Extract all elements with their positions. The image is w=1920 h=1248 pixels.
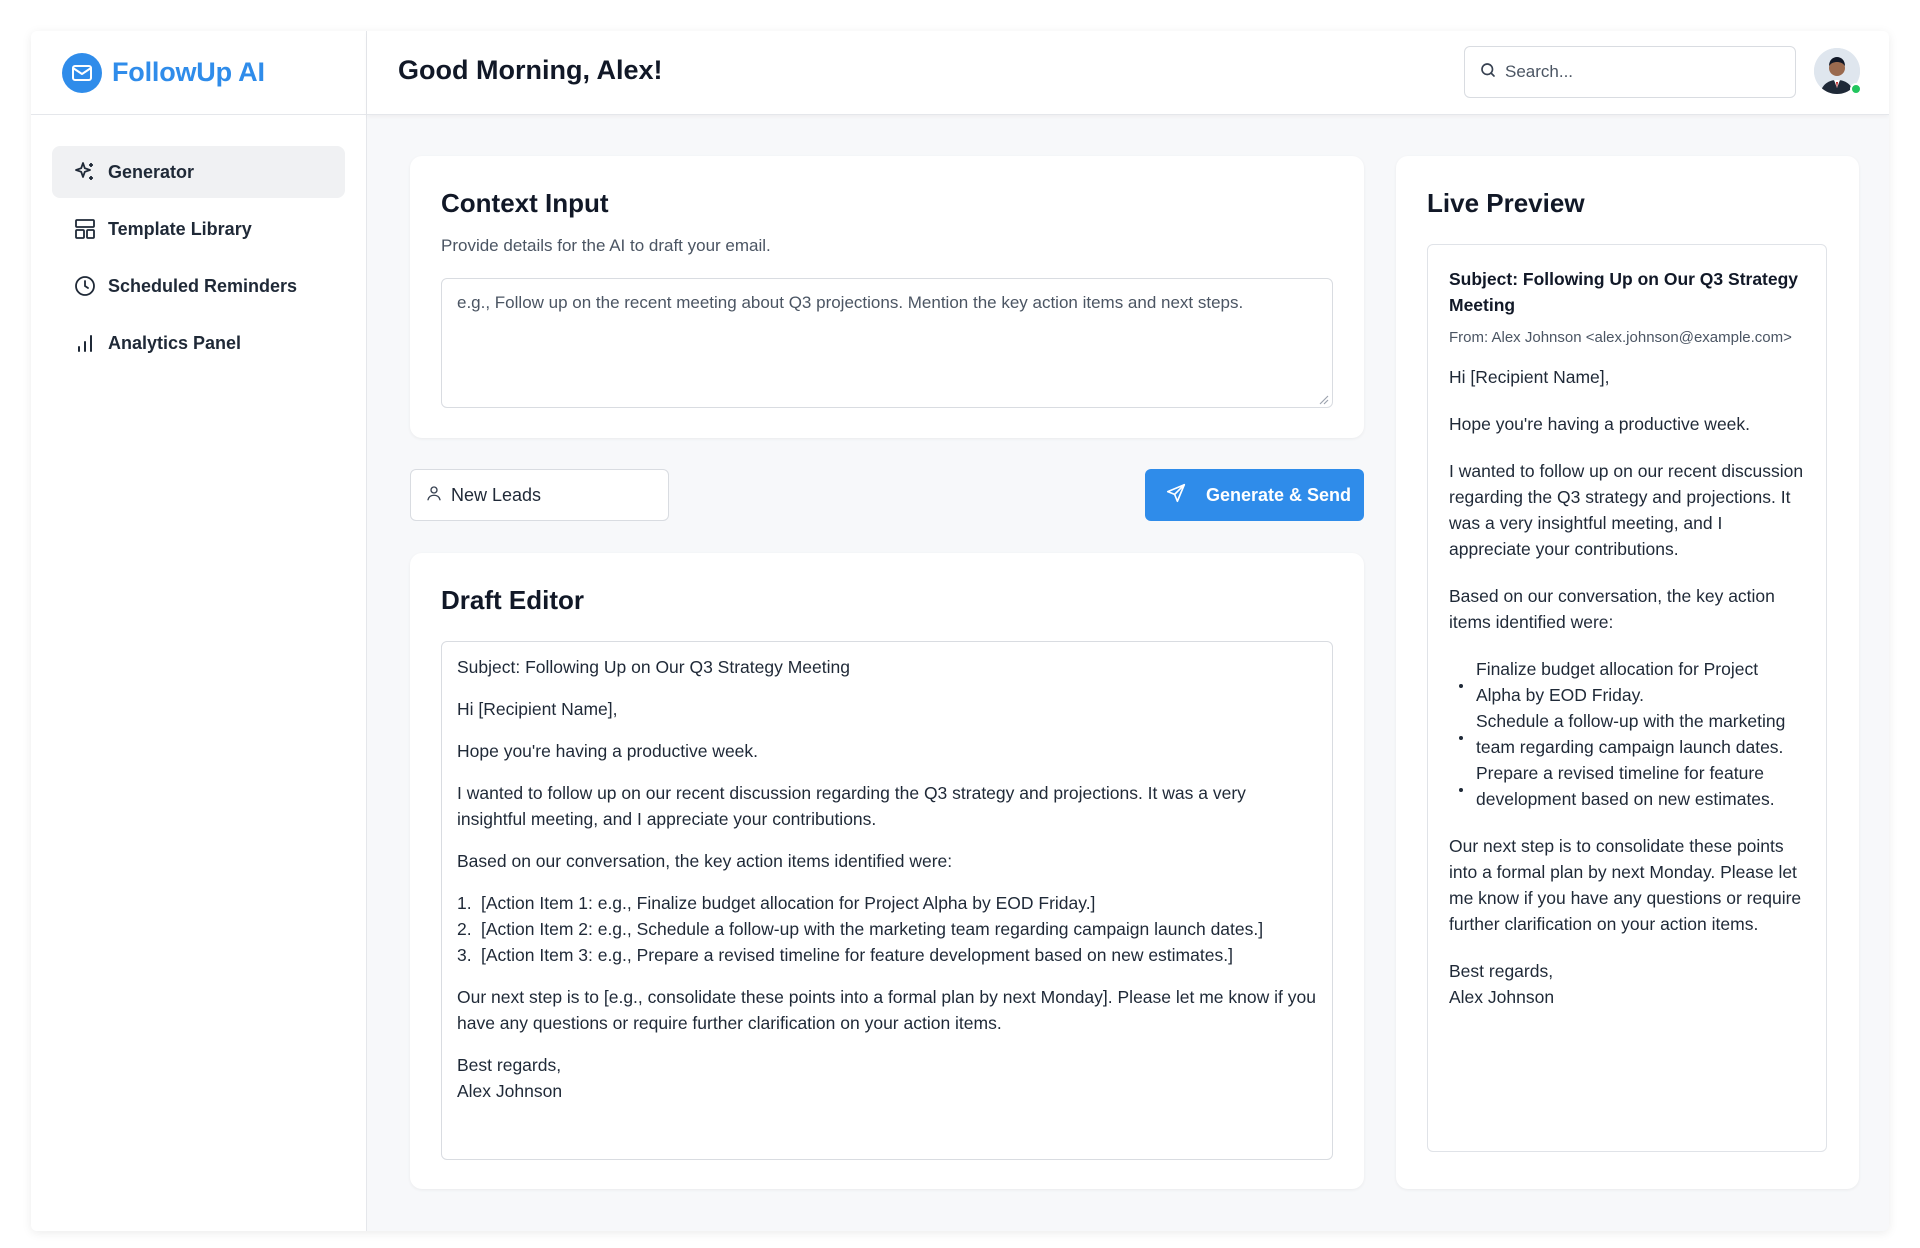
layout-icon <box>72 216 98 242</box>
search-input[interactable] <box>1505 62 1775 82</box>
draft-subject: Subject: Following Up on Our Q3 Strategy Meeting <box>457 657 850 677</box>
live-preview-card <box>1396 156 1859 1189</box>
list-item-text: [Action Item 1: e.g., Finalize budget allocation for Project Alpha by EOD Friday.] <box>481 893 1096 913</box>
send-icon <box>1165 482 1187 509</box>
sidebar-item-template-library[interactable] <box>52 203 345 255</box>
preview-signature: Alex Johnson <box>1449 987 1555 1007</box>
sidebar-item-label: Analytics Panel <box>108 332 242 353</box>
brand[interactable] <box>31 31 366 115</box>
email-preview <box>1427 244 1827 1152</box>
draft-editor-card <box>410 553 1364 1189</box>
preview-closing: Best regards, <box>1449 961 1554 981</box>
draft-signature: Alex Johnson <box>457 1081 563 1101</box>
preview-action-list <box>1449 656 1805 812</box>
sidebar-item-label: Generator <box>108 161 195 182</box>
context-input-subtitle: Provide details for the AI to draft your email. <box>441 236 771 255</box>
list-item-number: 3. <box>457 945 472 965</box>
page-title: Good Morning, Alex! <box>398 55 663 85</box>
preview-greeting: Hi [Recipient Name], <box>1449 367 1610 387</box>
context-textarea[interactable] <box>441 278 1333 408</box>
list-item-text: [Action Item 3: e.g., Prepare a revised timeline for feature development based on new estimates.] <box>481 945 1233 965</box>
draft-paragraph: Based on our conversation, the key action items identified were: <box>457 851 953 871</box>
audience-label: New Leads <box>451 484 542 505</box>
online-status-dot <box>1850 83 1862 95</box>
sidebar-item-analytics-panel[interactable] <box>52 317 345 369</box>
list-item-number: 2. <box>457 919 472 939</box>
list-item-text: [Action Item 2: e.g., Schedule a follow-up with the marketing team regarding campaign launch dates.] <box>481 919 1264 939</box>
draft-closing: Best regards, <box>457 1055 562 1075</box>
sidebar-item-label: Scheduled Reminders <box>108 275 298 296</box>
preview-subject: Subject: Following Up on Our Q3 Strategy Meeting <box>1449 269 1799 315</box>
sidebar-item-generator[interactable] <box>52 146 345 198</box>
draft-action-list <box>457 890 1317 968</box>
clock-icon <box>72 273 98 299</box>
list-item <box>457 916 1317 942</box>
mail-icon <box>62 53 102 93</box>
context-input-title: Context Input <box>441 188 609 218</box>
list-item <box>457 890 1317 916</box>
draft-greeting: Hi [Recipient Name], <box>457 699 618 719</box>
search-icon <box>1479 61 1497 84</box>
preview-from: From: Alex Johnson <alex.johnson@example.com> <box>1449 329 1792 346</box>
sidebar-item-scheduled-reminders[interactable] <box>52 260 345 312</box>
list-item: Prepare a revised timeline for feature development based on new estimates. <box>1459 760 1805 812</box>
top-header <box>367 31 1889 115</box>
resize-handle-icon[interactable] <box>1317 392 1329 410</box>
preview-paragraph: I wanted to follow up on our recent discussion regarding the Q3 strategy and projections. It was a very insightful meeting, and I appreciate your contributions. <box>1449 461 1804 559</box>
preview-paragraph: Hope you're having a productive week. <box>1449 414 1751 434</box>
sidebar-item-label: Template Library <box>108 218 252 239</box>
bar-chart-icon <box>72 330 98 356</box>
app-window <box>31 31 1889 1231</box>
draft-paragraph: Hope you're having a productive week. <box>457 741 759 761</box>
list-item-number: 1. <box>457 893 472 913</box>
draft-editor-textarea[interactable] <box>441 641 1333 1160</box>
generate-send-label: Generate & Send <box>1206 484 1352 505</box>
brand-name: FollowUp AI <box>112 57 265 87</box>
draft-paragraph: I wanted to follow up on our recent discussion regarding the Q3 strategy and projections. It was a very insightful meeting, and I appreciate your contributions. <box>457 783 1251 829</box>
preview-paragraph: Our next step is to consolidate these points into a formal plan by next Monday. Please let me know if you have any questions or require further clarification on your action items. <box>1449 836 1802 934</box>
user-icon <box>425 484 443 507</box>
draft-editor-title: Draft Editor <box>441 585 584 615</box>
context-input-card <box>410 156 1364 438</box>
list-item: Finalize budget allocation for Project Alpha by EOD Friday. <box>1459 656 1805 708</box>
list-item: Schedule a follow-up with the marketing team regarding campaign launch dates. <box>1459 708 1805 760</box>
draft-paragraph: Our next step is to [e.g., consolidate these points into a formal plan by next Monday]. Please let me know if you have any questions or require further clarification on your action items. <box>457 987 1321 1033</box>
list-item <box>457 942 1317 968</box>
preview-paragraph: Based on our conversation, the key action items identified were: <box>1449 586 1775 632</box>
audience-selector[interactable] <box>410 469 669 521</box>
sparkles-icon <box>72 159 98 185</box>
search-box[interactable] <box>1464 46 1796 98</box>
generate-send-button[interactable] <box>1145 469 1364 521</box>
sidebar <box>31 31 367 1231</box>
sidebar-nav <box>31 115 366 369</box>
live-preview-title: Live Preview <box>1427 188 1585 218</box>
